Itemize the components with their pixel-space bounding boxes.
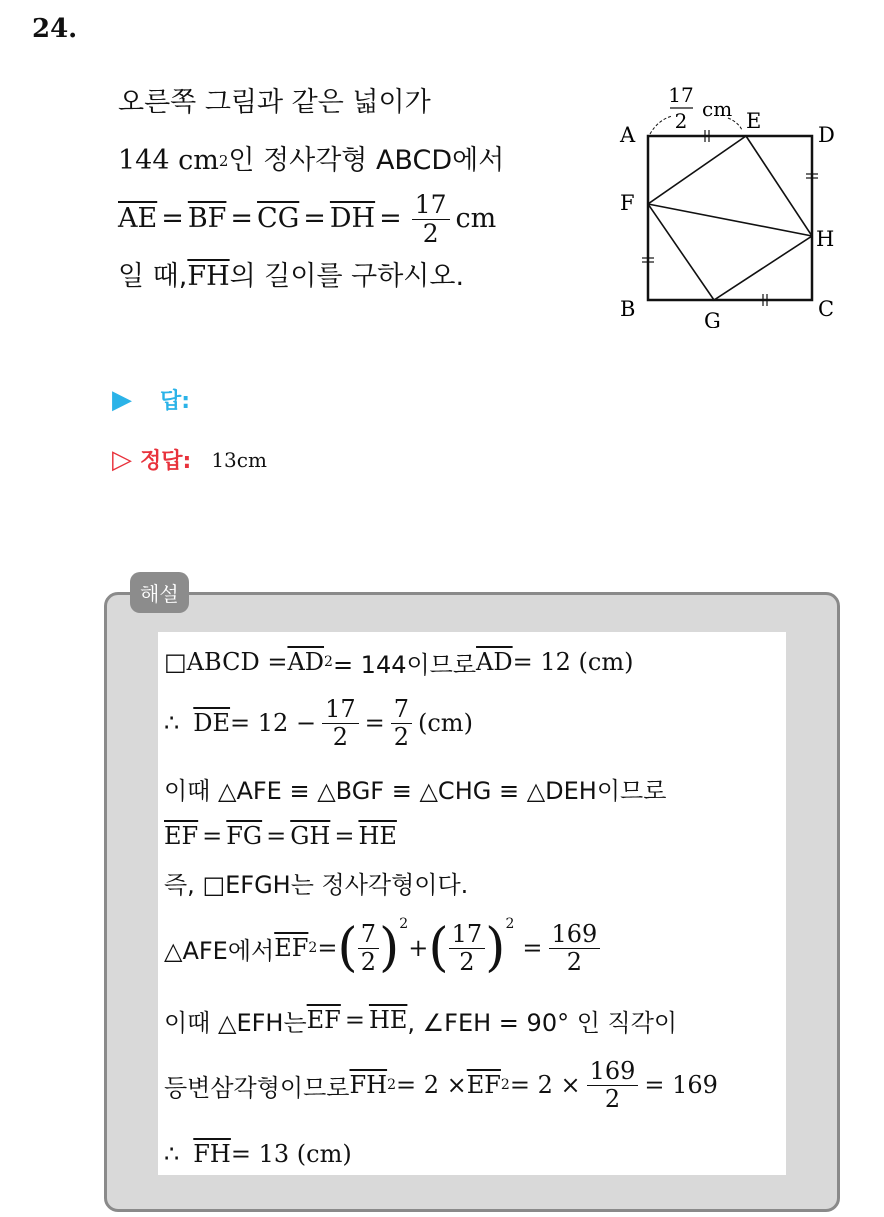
unit: cm (455, 203, 497, 234)
problem-line-4: 일 때, $\overline{FH}$ 의 길이를 구하시오. (118, 248, 504, 306)
label-h: H (816, 227, 835, 251)
segment-fh: $\overline{FH}$ (193, 1140, 231, 1168)
segment-bf: $\overline{BF}$ (187, 203, 227, 234)
solution-line-9: ∴ $\overline{FH}$ = 13 (cm) (164, 1140, 352, 1168)
equals: = (230, 203, 254, 234)
square-figure (610, 78, 850, 328)
problem-number: 24. (32, 14, 78, 44)
fraction: $\frac{17}{2}$ (449, 921, 486, 975)
fraction: $\frac{169}{2}$ (549, 921, 601, 975)
correct-answer-value: 13cm (211, 447, 267, 472)
solution-line-7: 이때 △EFH는 $\overline{EF}$ = $\overline{HE}$ , ∠FEH = 90° 인 직각이 (164, 1006, 678, 1037)
problem-text (118, 74, 504, 306)
solution-line-1: □ABCD = $\overline{AD}$ 2 = 144이므로 $\overline{AD}$ = 12 (cm) (164, 648, 634, 679)
dim-denominator: 2 (674, 109, 688, 133)
label-a: A (620, 123, 636, 147)
area-exponent: 2 (218, 152, 229, 170)
square-abcd (648, 136, 812, 300)
problem-line-2 (118, 132, 504, 190)
segment-dh: $\overline{DH}$ (329, 203, 376, 234)
segment-ad: $\overline{AD}$ (476, 648, 513, 676)
solution-line-3: 이때 △AFE ≡ △BGF ≡ △CHG ≡ △DEH이므로 (164, 776, 667, 805)
problem-line-1: 오른쪽 그림과 같은 넓이가 (118, 87, 431, 118)
fraction: $\frac{7}{2}$ (358, 921, 379, 975)
correct-answer-label: 정답: (140, 449, 192, 474)
triangle-outline-icon: ▷ (112, 444, 132, 475)
equals: = (379, 203, 402, 234)
answer-row (112, 384, 190, 415)
solution-line-4: $\overline{EF}$ = $\overline{FG}$ = $\overline{GH}$ = $\overline{HE}$ (164, 822, 397, 850)
problem-line-3 (118, 190, 504, 248)
solution-line-2: ∴ $\overline{DE}$ = 12 − $\frac{17}{2}$ = $\frac{7}{2}$ (cm) (164, 695, 473, 751)
play-icon: ▶ (112, 384, 132, 415)
segment-de: $\overline{DE}$ (193, 709, 231, 737)
equals: = (161, 203, 184, 234)
segment-fh: $\overline{FH}$ (349, 1071, 388, 1099)
dim-unit: cm (702, 97, 733, 121)
segment-ae: $\overline{AE}$ (118, 203, 158, 234)
solution-tag: 해설 (130, 572, 189, 613)
fraction: $\frac{17}{2}$ (322, 696, 359, 750)
fraction: $\frac{169}{2}$ (587, 1058, 639, 1112)
solution-line-5: 즉, □EFGH는 정사각형이다. (164, 870, 469, 899)
dim-numerator: 17 (668, 83, 694, 107)
answer-label: 답: (160, 389, 191, 414)
segment-ef: $\overline{EF}$ (466, 1071, 501, 1099)
fraction: $\frac{7}{2}$ (391, 696, 412, 750)
correct-answer-row (112, 444, 267, 475)
solution-line-8: 등변삼각형이므로 $\overline{FH}$ 2 = 2 × $\overline{EF}$ 2 = 2 × $\frac{169}{2}$ = 169 (164, 1057, 718, 1113)
area-value: 144 cm (118, 145, 219, 176)
problem-line-2-rest: 인 정사각형 ABCD에서 (228, 145, 505, 176)
segment-ad: $\overline{AD}$ (287, 648, 325, 676)
label-b: B (620, 297, 636, 321)
fraction-17-2: $\frac{17}{2}$ (412, 191, 450, 247)
solution-line-6: △AFE에서 $\overline{EF}$ 2 = ( $\frac{7}{2}$ ) $^2$ + ( $\frac{17}{2}$ ) $^2$ = $\frac{169}{2}$ (164, 910, 606, 986)
label-g: G (704, 309, 721, 328)
square-efgh (648, 136, 812, 300)
segment-cg: $\overline{CG}$ (257, 203, 300, 234)
label-c: C (818, 297, 835, 321)
label-f: F (620, 191, 635, 215)
segment-fh-line (648, 204, 812, 236)
segment-fh: $\overline{FH}$ (187, 261, 230, 292)
equals: = (303, 203, 326, 234)
label-e: E (746, 109, 762, 133)
segment-ef: $\overline{EF}$ (274, 934, 309, 962)
label-d: D (818, 123, 835, 147)
